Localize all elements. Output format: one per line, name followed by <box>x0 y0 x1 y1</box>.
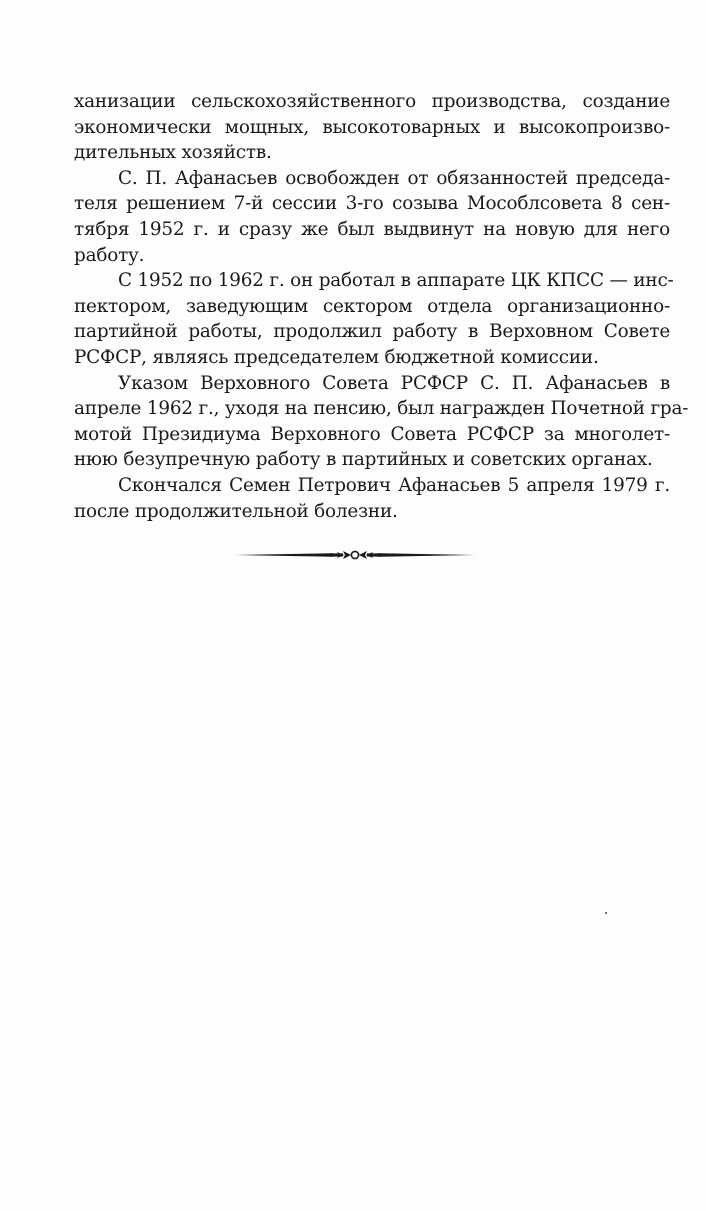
text-line: дительных хозяйств. <box>74 142 272 164</box>
paragraph <box>74 166 670 268</box>
text-line: РСФСР, являясь председателем бюджетной комиссии. <box>74 346 599 368</box>
paragraph <box>74 268 674 370</box>
scan-speck <box>605 912 607 914</box>
text-line: ханизации сельскохозяйственного производства, создание <box>74 91 670 112</box>
text-line: Указом Верховного Совета РСФСР С. П. Афанасьев в <box>118 372 670 394</box>
text-line: после продолжительной болезни. <box>74 500 398 522</box>
text-line: пектором, заведующим сектором отдела организационно- <box>74 295 670 317</box>
text-line: теля решением 7-й сессии 3-го созыва Мособлсовета 8 сен- <box>74 193 670 215</box>
paragraph <box>74 89 670 166</box>
text-line: тября 1952 г. и сразу же был выдвинут на новую для него <box>74 218 670 240</box>
text-line: С. П. Афанасьев освобожден от обязанностей председа- <box>118 167 670 189</box>
text-line: апреле 1962 г., уходя на пенсию, был награжден Почетной гра- <box>74 398 689 420</box>
text-line: мотой Президиума Верховного Совета РСФСР за многолет- <box>74 423 670 445</box>
text-line: Скончался Семен Петрович Афанасьев 5 апреля 1979 г. <box>118 474 670 496</box>
paragraph <box>74 371 689 473</box>
text-line: работу. <box>74 244 145 266</box>
text-line: партийной работы, продолжил работу в Верховном Совете <box>74 321 670 343</box>
paragraph <box>74 473 670 524</box>
section-end-ornament-icon <box>233 545 477 565</box>
body-text <box>74 89 689 524</box>
text-line: экономически мощных, высокотоварных и высокопроизво- <box>74 116 670 138</box>
text-line: С 1952 по 1962 г. он работал в аппарате ЦК КПСС — инс- <box>118 270 674 292</box>
text-line: нюю безупречную работу в партийных и советских органах. <box>74 449 653 471</box>
